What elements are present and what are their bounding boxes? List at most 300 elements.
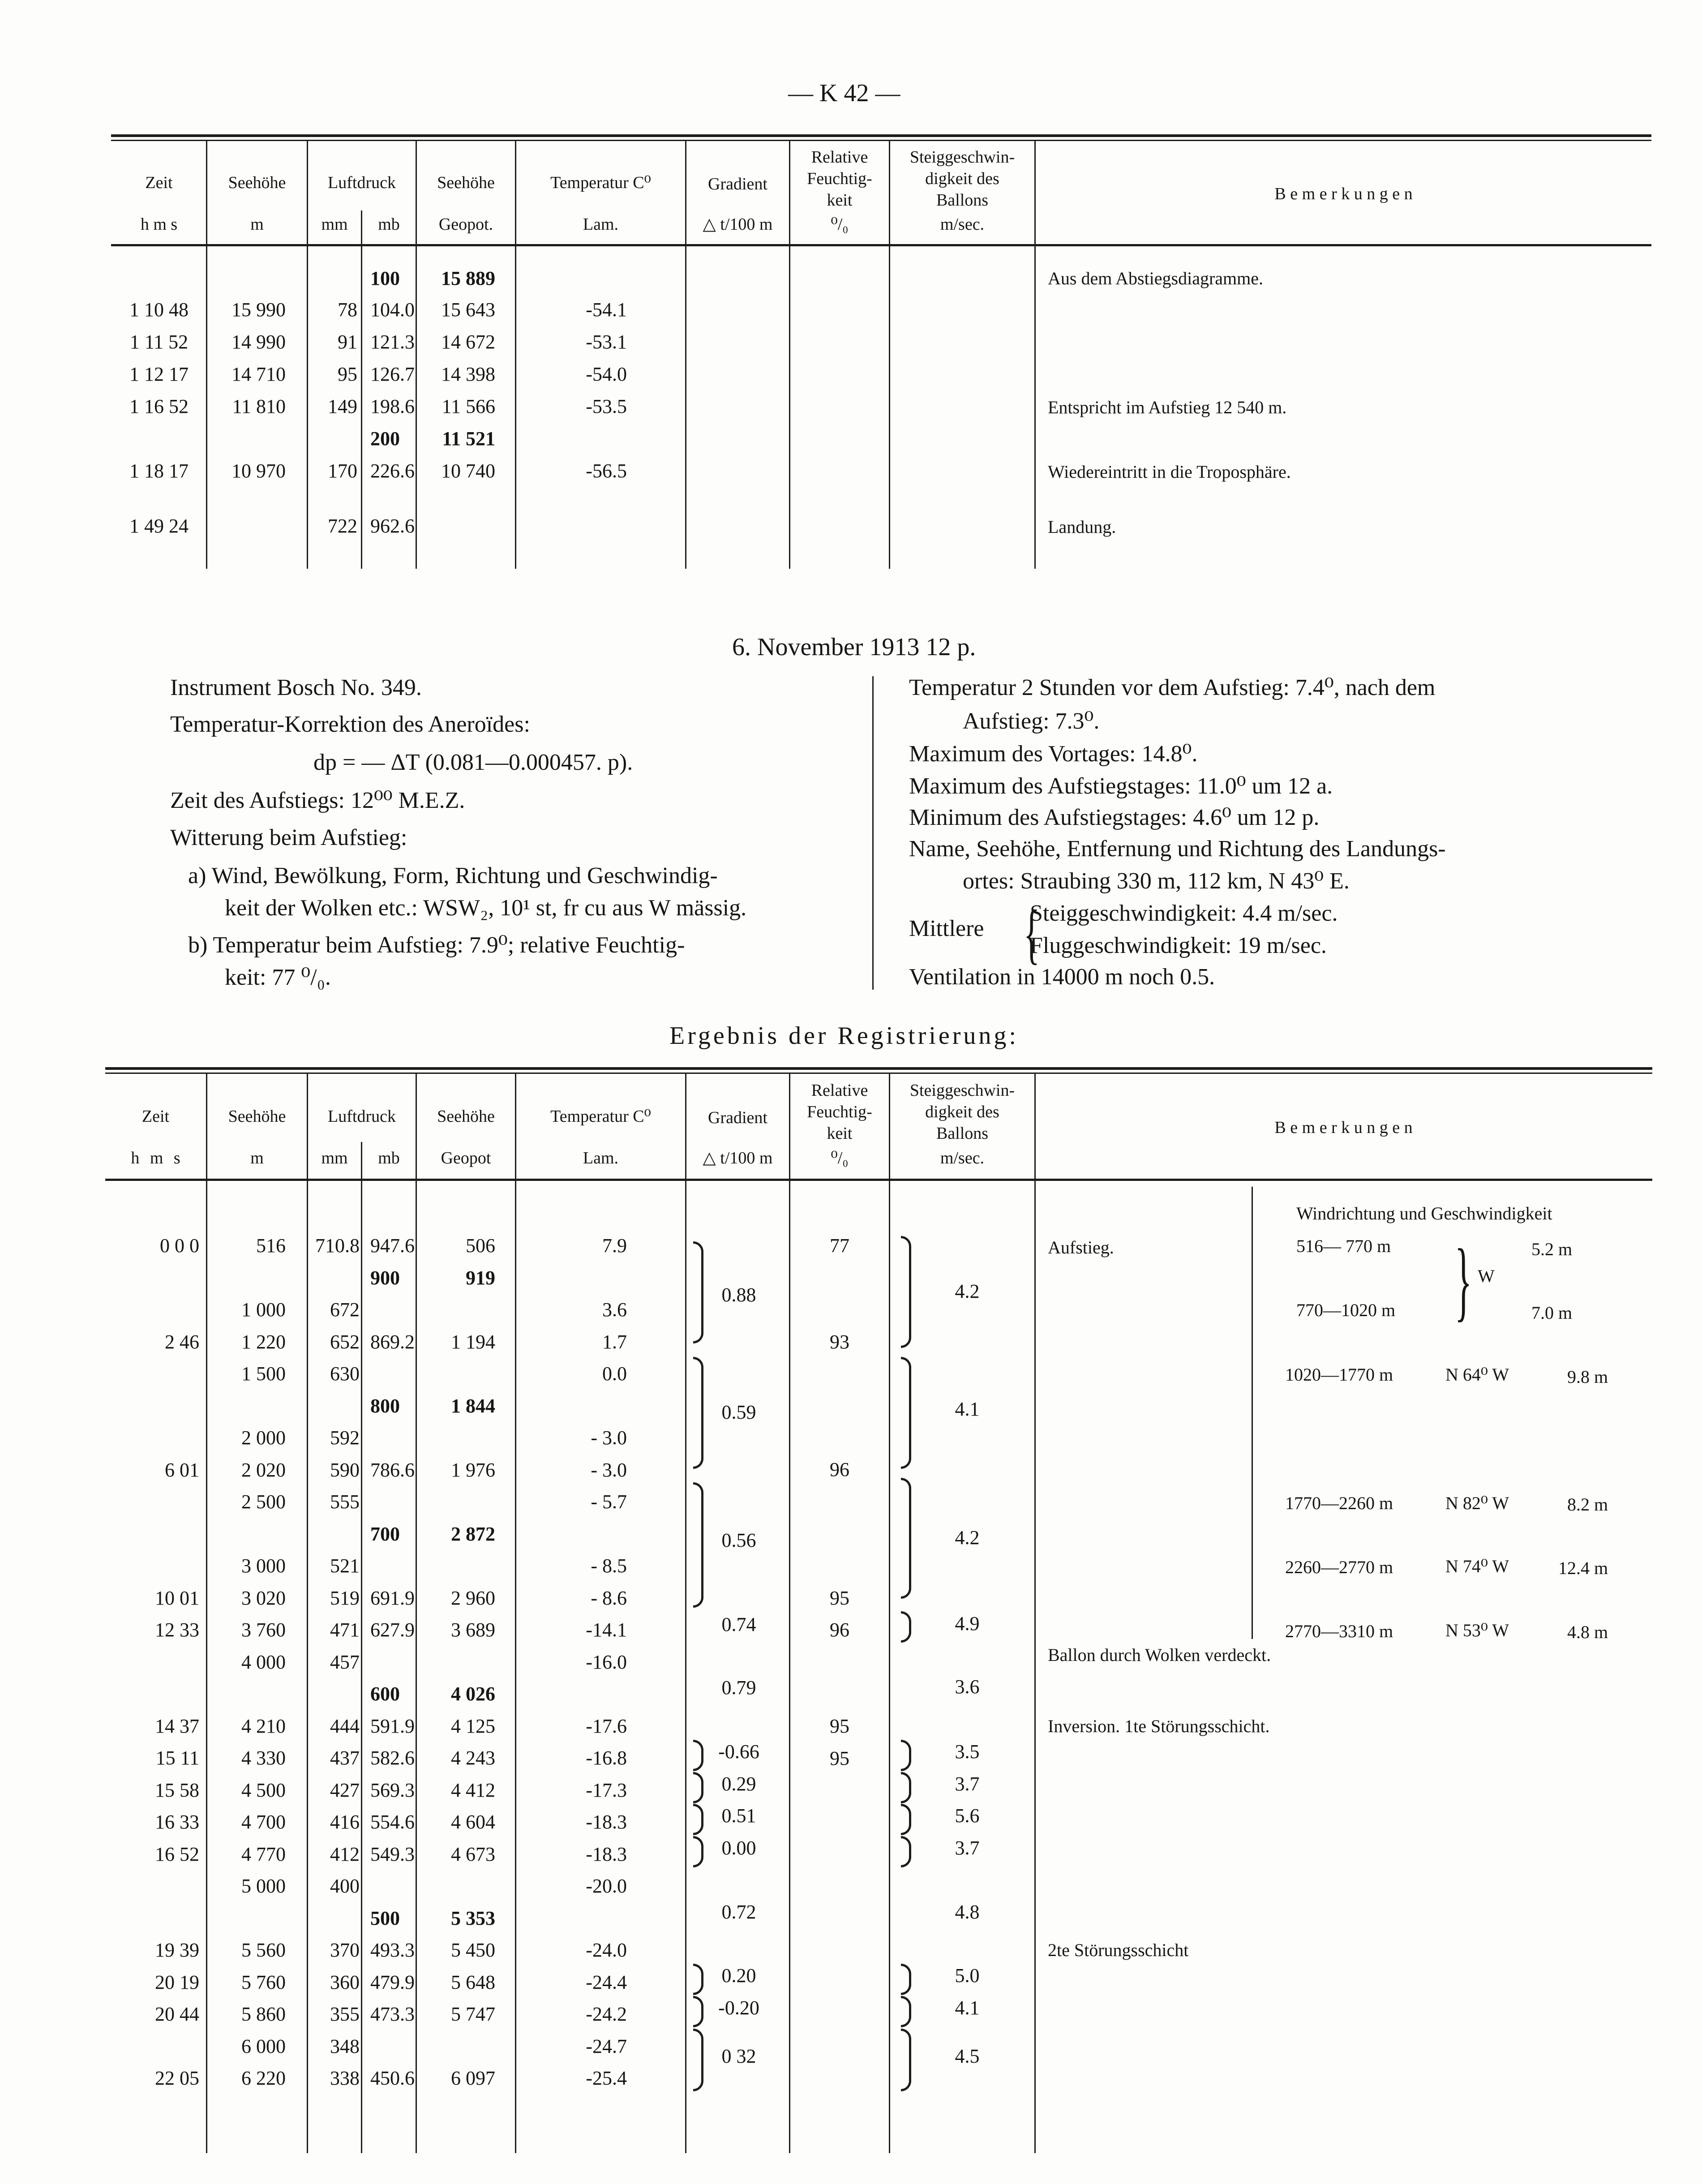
cell-mb: 947.6 <box>370 1235 415 1257</box>
header-zeit-unit: h m s <box>131 1149 180 1167</box>
speed-value: 5.0 <box>955 1965 980 1987</box>
header-rel-unit: ⁰/₀ <box>831 215 849 234</box>
cell-temp: 0.0 <box>602 1363 627 1385</box>
cell-seehoehe: 15 990 <box>232 299 286 321</box>
cell-zeit: 19 39 <box>155 1939 199 1961</box>
wind-range: 2770—3310 m <box>1285 1621 1393 1641</box>
cell-mm: 427 <box>330 1779 360 1801</box>
speed-value: 4.1 <box>955 1398 980 1420</box>
cell-geopot: 4 125 <box>451 1715 495 1737</box>
wind-speed: 7.0 m <box>1531 1303 1573 1323</box>
cell-mb: 198.6 <box>370 395 415 417</box>
header-mb: mb <box>378 1149 400 1167</box>
cell-geopot: 2 872 <box>451 1523 495 1545</box>
max-day: Maximum des Aufstiegstages: 11.0⁰ um 12 a. <box>909 773 1333 799</box>
humidity-value: 96 <box>830 1459 849 1480</box>
cell-mm: 722 <box>328 515 357 537</box>
cell-temp: -24.0 <box>586 1939 627 1961</box>
header-mm: mm <box>321 1149 348 1167</box>
cell-geopot: 15 889 <box>441 267 495 289</box>
header-temperature: Temperatur C⁰ <box>550 173 651 192</box>
cell-mb: 200 <box>370 428 400 450</box>
cell-mm: 338 <box>330 2067 360 2089</box>
cell-seehoehe: 5 860 <box>241 2003 286 2025</box>
wind-direction: N 74⁰ W <box>1445 1556 1509 1576</box>
cell-mb: 869.2 <box>370 1330 415 1353</box>
header-st1: Steiggeschwin- <box>909 148 1015 167</box>
group-brace <box>901 1478 911 1599</box>
cell-temp: 7.9 <box>602 1235 627 1257</box>
header-rel3: keit <box>827 191 853 210</box>
cell-zeit: 15 11 <box>155 1747 199 1769</box>
gradient-value: 0 32 <box>721 2045 756 2067</box>
remark: 2te Störungsschicht <box>1048 1940 1189 1960</box>
temp-after: Aufstieg: 7.3⁰. <box>963 708 1100 734</box>
wind-direction: N 64⁰ W <box>1445 1364 1509 1385</box>
speed-value: 3.7 <box>955 1837 980 1859</box>
result-title: Ergebnis der Registrierung: <box>669 1022 1019 1050</box>
speed-value: 3.7 <box>955 1773 980 1795</box>
header-rel1: Relative <box>811 148 868 167</box>
header-st3: Ballons <box>936 1124 989 1143</box>
cell-geopot: 4 604 <box>451 1811 495 1833</box>
ascent-time: Zeit des Aufstiegs: 12⁰⁰ M.E.Z. <box>170 788 465 813</box>
cell-mm: 519 <box>330 1587 360 1609</box>
cell-mb: 900 <box>370 1266 400 1289</box>
wind-speed: 12.4 m <box>1558 1558 1608 1578</box>
cell-mm: 170 <box>328 460 357 482</box>
cell-seehoehe: 3 020 <box>241 1587 286 1609</box>
cell-geopot: 4 243 <box>451 1747 495 1769</box>
cell-temp: -24.2 <box>586 2003 627 2025</box>
gradient-value: 0.59 <box>721 1401 756 1423</box>
header-st-unit: m/sec. <box>940 1149 985 1167</box>
cell-seehoehe: 14 710 <box>232 363 286 385</box>
cell-temp: -18.3 <box>586 1811 627 1833</box>
speed-value: 4.5 <box>955 2045 980 2067</box>
cell-geopot: 5 648 <box>451 1971 495 1993</box>
cell-seehoehe: 2 020 <box>241 1459 286 1481</box>
cell-temp: - 5.7 <box>591 1491 627 1513</box>
header-luftdruck: Luftdruck <box>328 173 396 192</box>
cell-geopot: 5 353 <box>451 1907 495 1929</box>
group-brace <box>901 1964 911 1995</box>
cell-mb: 591.9 <box>370 1715 415 1737</box>
header-st2: digkeit des <box>925 1103 999 1121</box>
remark: Inversion. 1te Störungsschicht. <box>1048 1716 1270 1736</box>
cell-mm: 91 <box>338 331 357 353</box>
cell-mb: 121.3 <box>370 331 415 353</box>
cell-mm: 630 <box>330 1363 360 1385</box>
remark: Aus dem Abstiegsdiagramme. <box>1048 268 1264 288</box>
group-brace <box>693 1804 703 1835</box>
cell-temp: -16.0 <box>586 1651 627 1673</box>
landing-line1: Name, Seehöhe, Entfernung und Richtung des Landungs- <box>909 836 1446 862</box>
speed-value: 4.2 <box>955 1280 980 1302</box>
landing-line2: ortes: Straubing 330 m, 112 km, N 43⁰ E. <box>963 868 1350 894</box>
header-geopot: Geopot. <box>438 215 493 234</box>
cell-seehoehe: 4 210 <box>241 1715 286 1737</box>
min-day: Minimum des Aufstiegstages: 4.6⁰ um 12 p. <box>909 805 1320 830</box>
cell-zeit: 14 37 <box>155 1715 199 1737</box>
cell-mb: 479.9 <box>370 1971 415 1993</box>
cell-mm: 355 <box>330 2003 360 2025</box>
remark: Wiedereintritt in die Troposphäre. <box>1048 462 1291 482</box>
gradient-value: 0.74 <box>721 1613 756 1635</box>
wind-shared-direction: W <box>1478 1266 1495 1286</box>
humidity-value: 95 <box>830 1587 849 1609</box>
cell-mm: 400 <box>330 1875 360 1897</box>
cell-mb: 554.6 <box>370 1811 415 1833</box>
cell-seehoehe: 4 330 <box>241 1747 286 1769</box>
cell-mm: 149 <box>328 395 357 417</box>
cell-zeit: 1 11 52 <box>129 331 189 353</box>
cell-mm: 652 <box>330 1330 360 1353</box>
cell-zeit: 6 01 <box>165 1459 199 1481</box>
header-gradient: Gradient <box>708 1108 767 1127</box>
speed-value: 4.2 <box>955 1527 980 1549</box>
cell-seehoehe: 5 560 <box>241 1939 286 1961</box>
weather-a-line1: a) Wind, Bewölkung, Form, Richtung und Geschwindig- <box>188 863 718 888</box>
header-rel-unit: ⁰/₀ <box>831 1149 849 1167</box>
cell-seehoehe: 5 000 <box>241 1875 286 1897</box>
cell-geopot: 14 672 <box>441 331 495 353</box>
cell-temp: -54.0 <box>586 363 627 385</box>
header-seehoehe: Seehöhe <box>228 173 286 192</box>
cell-zeit: 1 18 17 <box>129 460 189 482</box>
wind-speed: 8.2 m <box>1567 1494 1608 1515</box>
cell-seehoehe: 14 990 <box>232 331 286 353</box>
remark: Entspricht im Aufstieg 12 540 m. <box>1048 397 1287 417</box>
cell-mm: 592 <box>330 1427 360 1449</box>
header-zeit-unit: h m s <box>140 215 178 234</box>
group-brace <box>901 1772 911 1803</box>
cell-zeit: 12 33 <box>155 1619 199 1641</box>
cell-geopot: 11 566 <box>442 395 495 417</box>
group-brace <box>901 1804 911 1835</box>
group-brace <box>693 1241 703 1343</box>
gradient-value: 0.00 <box>721 1837 756 1859</box>
cell-mb: 100 <box>370 267 400 289</box>
header-st2: digkeit des <box>925 169 999 188</box>
cell-zeit: 16 33 <box>155 1811 199 1833</box>
header-zeit: Zeit <box>145 173 173 192</box>
header-rel3: keit <box>827 1124 853 1143</box>
wind-speed: 5.2 m <box>1531 1239 1573 1259</box>
cell-mb: 126.7 <box>370 363 415 385</box>
cell-seehoehe: 11 810 <box>232 395 286 417</box>
humidity-value: 95 <box>830 1715 849 1737</box>
cell-seehoehe: 4 770 <box>241 1843 286 1865</box>
group-brace <box>693 1482 703 1608</box>
cell-seehoehe: 3 760 <box>241 1619 286 1641</box>
cell-temp: -16.8 <box>586 1747 627 1769</box>
cell-mb: 691.9 <box>370 1587 415 1609</box>
cell-mb: 582.6 <box>370 1747 415 1769</box>
cell-seehoehe: 2 000 <box>241 1427 286 1449</box>
cell-temp: - 8.5 <box>591 1555 627 1577</box>
cell-geopot: 919 <box>466 1266 495 1289</box>
group-brace <box>693 1836 703 1867</box>
cell-seehoehe: 10 970 <box>232 460 286 482</box>
cell-temp: 3.6 <box>602 1299 627 1321</box>
header-geopot: Geopot <box>441 1149 491 1167</box>
correction-line: Temperatur-Korrektion des Aneroïdes: <box>170 712 530 737</box>
cell-mm: 471 <box>330 1619 360 1641</box>
wind-direction: N 82⁰ W <box>1445 1493 1509 1513</box>
group-brace <box>901 1357 911 1469</box>
cell-geopot: 1 194 <box>451 1330 495 1353</box>
cell-seehoehe: 2 500 <box>241 1491 286 1513</box>
cell-mb: 450.6 <box>370 2067 415 2089</box>
cell-geopot: 4 412 <box>451 1779 495 1801</box>
gradient-value: 0.20 <box>721 1965 756 1987</box>
group-brace <box>901 1740 911 1771</box>
header-lam: Lam. <box>583 1149 619 1167</box>
cell-mm: 78 <box>338 299 357 321</box>
cell-mm: 444 <box>330 1715 360 1737</box>
cell-mm: 437 <box>330 1747 360 1769</box>
cell-zeit: 0 0 0 <box>160 1235 199 1257</box>
cell-temp: -24.7 <box>586 2035 627 2057</box>
group-brace <box>693 2029 703 2091</box>
group-brace <box>901 1236 911 1348</box>
weather-heading: Witterung beim Aufstieg: <box>170 825 407 850</box>
cell-seehoehe: 4 700 <box>241 1811 286 1833</box>
cell-zeit: 1 16 52 <box>129 395 189 417</box>
wind-range: 770—1020 m <box>1296 1300 1396 1320</box>
cell-mb: 104.0 <box>370 299 415 321</box>
cell-zeit: 2 46 <box>165 1330 199 1353</box>
speed-value: 3.6 <box>955 1676 980 1698</box>
speed-value: 4.1 <box>955 1997 980 2019</box>
humidity-value: 96 <box>830 1619 849 1641</box>
remark: Ballon durch Wolken verdeckt. <box>1048 1645 1271 1665</box>
cell-geopot: 2 960 <box>451 1587 495 1609</box>
cell-geopot: 10 740 <box>441 460 495 482</box>
weather-a-line2: keit der Wolken etc.: WSW₂, 10¹ st, fr cu aus W mässig. <box>225 895 747 921</box>
gradient-value: 0.51 <box>721 1805 756 1827</box>
cell-mb: 226.6 <box>370 460 415 482</box>
cell-geopot: 15 643 <box>441 299 495 321</box>
header-gradient: Gradient <box>708 175 767 193</box>
cell-mm: 412 <box>330 1843 360 1865</box>
weather-b-line1: b) Temperatur beim Aufstieg: 7.9⁰; relative Feuchtig- <box>188 932 685 958</box>
cell-zeit: 10 01 <box>155 1587 199 1609</box>
cell-mm: 95 <box>338 363 357 385</box>
wind-speed: 4.8 m <box>1567 1622 1608 1642</box>
cell-geopot: 3 689 <box>451 1619 495 1641</box>
group-brace <box>901 2029 911 2091</box>
cell-temp: -53.1 <box>586 331 627 353</box>
speed-value: 3.5 <box>955 1741 980 1763</box>
cell-seehoehe: 516 <box>256 1235 286 1257</box>
header-seehoehe: Seehöhe <box>228 1107 286 1126</box>
cell-temp: 1.7 <box>602 1330 627 1353</box>
cell-mm: 360 <box>330 1971 360 1993</box>
cell-zeit: 1 12 17 <box>129 363 189 385</box>
cell-zeit: 20 19 <box>155 1971 199 1993</box>
mean-flight-speed: Fluggeschwindigkeit: 19 m/sec. <box>1030 933 1327 958</box>
group-brace <box>901 1611 911 1643</box>
cell-mb: 500 <box>370 1907 400 1929</box>
gradient-value: 0.72 <box>721 1901 756 1923</box>
cell-mm: 416 <box>330 1811 360 1833</box>
group-brace <box>693 1996 703 2027</box>
speed-value: 4.9 <box>955 1613 980 1635</box>
header-seehoehe-geo: Seehöhe <box>437 1107 495 1126</box>
header-gradient-unit: △ t/100 m <box>703 1149 773 1167</box>
cell-temp: -53.5 <box>586 395 627 417</box>
cell-mm: 348 <box>330 2035 360 2057</box>
header-bemerkungen: B e m e r k u n g e n <box>1274 185 1413 203</box>
cell-mm: 457 <box>330 1651 360 1673</box>
speed-value: 4.8 <box>955 1901 980 1923</box>
cell-temp: -20.0 <box>586 1875 627 1897</box>
cell-temp: -14.1 <box>586 1619 627 1641</box>
cell-zeit: 22 05 <box>155 2067 199 2089</box>
header-bemerkungen: B e m e r k u n g e n <box>1274 1118 1413 1137</box>
header-zeit: Zeit <box>141 1107 170 1126</box>
humidity-value: 77 <box>830 1235 849 1257</box>
gradient-value: 0.56 <box>721 1529 756 1551</box>
max-prev-day: Maximum des Vortages: 14.8⁰. <box>909 741 1198 767</box>
cell-mm: 370 <box>330 1939 360 1961</box>
header-st3: Ballons <box>936 191 989 210</box>
gradient-value: 0.79 <box>721 1677 756 1699</box>
cell-mb: 700 <box>370 1523 400 1545</box>
cell-mm: 521 <box>330 1555 360 1577</box>
header-temperature: Temperatur C⁰ <box>550 1107 651 1126</box>
cell-seehoehe: 6 220 <box>241 2067 286 2089</box>
mean-climb-speed: Steiggeschwindigkeit: 4.4 m/sec. <box>1030 901 1338 926</box>
header-st-unit: m/sec. <box>940 215 985 234</box>
cell-mb: 493.3 <box>370 1939 415 1961</box>
header-seehoehe-geo: Seehöhe <box>437 173 495 192</box>
header-gradient-unit: △ t/100 m <box>703 215 773 234</box>
cell-temp: -17.3 <box>586 1779 627 1801</box>
header-rel1: Relative <box>811 1081 868 1100</box>
header-lam: Lam. <box>583 215 619 234</box>
gradient-value: -0.20 <box>718 1997 759 2019</box>
cell-temp: -54.1 <box>586 299 627 321</box>
humidity-value: 93 <box>830 1331 849 1353</box>
curly-brace-icon: { <box>1024 897 1040 971</box>
cell-temp: -24.4 <box>586 1971 627 1993</box>
cell-seehoehe: 6 000 <box>241 2035 286 2057</box>
cell-temp: -18.3 <box>586 1843 627 1865</box>
cell-geopot: 1 976 <box>451 1459 495 1481</box>
mittlere-label: Mittlere <box>909 916 984 941</box>
group-brace <box>693 1772 703 1803</box>
header-rel2: Feuchtig- <box>807 169 872 188</box>
header-rel2: Feuchtig- <box>807 1103 872 1121</box>
header-st1: Steiggeschwin- <box>909 1081 1015 1100</box>
cell-mm: 555 <box>330 1491 360 1513</box>
ventilation: Ventilation in 14000 m noch 0.5. <box>909 964 1215 990</box>
instrument-line: Instrument Bosch No. 349. <box>170 675 422 700</box>
gradient-value: 0.29 <box>721 1773 756 1795</box>
cell-seehoehe: 4 000 <box>241 1651 286 1673</box>
wind-range: 2260—2770 m <box>1285 1557 1393 1577</box>
gradient-value: -0.66 <box>718 1741 759 1763</box>
cell-geopot: 4 673 <box>451 1843 495 1865</box>
wind-speed: 9.8 m <box>1567 1367 1608 1387</box>
wind-range: 516— 770 m <box>1296 1236 1391 1256</box>
header-mm: mm <box>321 215 348 234</box>
header-mb: mb <box>378 215 400 234</box>
group-brace <box>693 1740 703 1771</box>
cell-mm: 590 <box>330 1459 360 1481</box>
header-seehoehe-unit: m <box>250 215 264 234</box>
cell-geopot: 5 450 <box>451 1939 495 1961</box>
cell-mb: 800 <box>370 1394 400 1417</box>
cell-geopot: 4 026 <box>451 1683 495 1705</box>
wind-range: 1020—1770 m <box>1285 1364 1393 1385</box>
remark: Landung. <box>1048 517 1116 537</box>
speed-value: 5.6 <box>955 1805 980 1827</box>
cell-temp: - 3.0 <box>591 1459 627 1481</box>
cell-mm: 710.8 <box>315 1235 360 1257</box>
curly-brace-icon: } <box>1454 1231 1472 1330</box>
cell-temp: -17.6 <box>586 1715 627 1737</box>
cell-mm: 672 <box>330 1299 360 1321</box>
cell-mb: 549.3 <box>370 1843 415 1865</box>
correction-formula: dp = — ΔT (0.081—0.000457. p). <box>313 750 633 775</box>
remark: Aufstieg. <box>1048 1237 1114 1257</box>
cell-temp: - 3.0 <box>591 1427 627 1449</box>
cell-seehoehe: 1 000 <box>241 1299 286 1321</box>
ascent-title: 6. November 1913 12 p. <box>732 633 976 661</box>
cell-mb: 473.3 <box>370 2003 415 2025</box>
cell-zeit: 16 52 <box>155 1843 199 1865</box>
group-brace <box>901 1836 911 1867</box>
cell-seehoehe: 1 500 <box>241 1363 286 1385</box>
page-number: — K 42 — <box>788 79 900 107</box>
group-brace <box>693 1964 703 1995</box>
cell-temp: - 8.6 <box>591 1587 627 1609</box>
cell-seehoehe: 1 220 <box>241 1330 286 1353</box>
temp-before: Temperatur 2 Stunden vor dem Aufstieg: 7.4⁰, nach dem <box>909 675 1436 700</box>
cell-mb: 569.3 <box>370 1779 415 1801</box>
wind-direction: N 53⁰ W <box>1445 1620 1509 1640</box>
cell-geopot: 1 844 <box>451 1394 495 1417</box>
cell-mb: 786.6 <box>370 1459 415 1481</box>
cell-zeit: 20 44 <box>155 2003 199 2025</box>
group-brace <box>901 1996 911 2027</box>
gradient-value: 0.88 <box>721 1284 756 1306</box>
cell-temp: -56.5 <box>586 460 627 482</box>
header-luftdruck: Luftdruck <box>328 1107 396 1126</box>
cell-mb: 962.6 <box>370 515 415 537</box>
humidity-value: 95 <box>830 1747 849 1769</box>
cell-zeit: 1 10 48 <box>129 299 189 321</box>
cell-geopot: 14 398 <box>441 363 495 385</box>
weather-b-line2: keit: 77 ⁰/₀. <box>225 965 331 990</box>
cell-mb: 627.9 <box>370 1619 415 1641</box>
header-seehoehe-unit: m <box>250 1149 264 1167</box>
cell-seehoehe: 5 760 <box>241 1971 286 1993</box>
cell-mb: 600 <box>370 1683 400 1705</box>
cell-geopot: 5 747 <box>451 2003 495 2025</box>
group-brace <box>693 1357 703 1469</box>
cell-zeit: 1 49 24 <box>129 515 189 537</box>
cell-seehoehe: 4 500 <box>241 1779 286 1801</box>
cell-geopot: 506 <box>466 1235 495 1257</box>
cell-seehoehe: 3 000 <box>241 1555 286 1577</box>
cell-zeit: 15 58 <box>155 1779 199 1801</box>
cell-geopot: 6 097 <box>451 2067 495 2089</box>
